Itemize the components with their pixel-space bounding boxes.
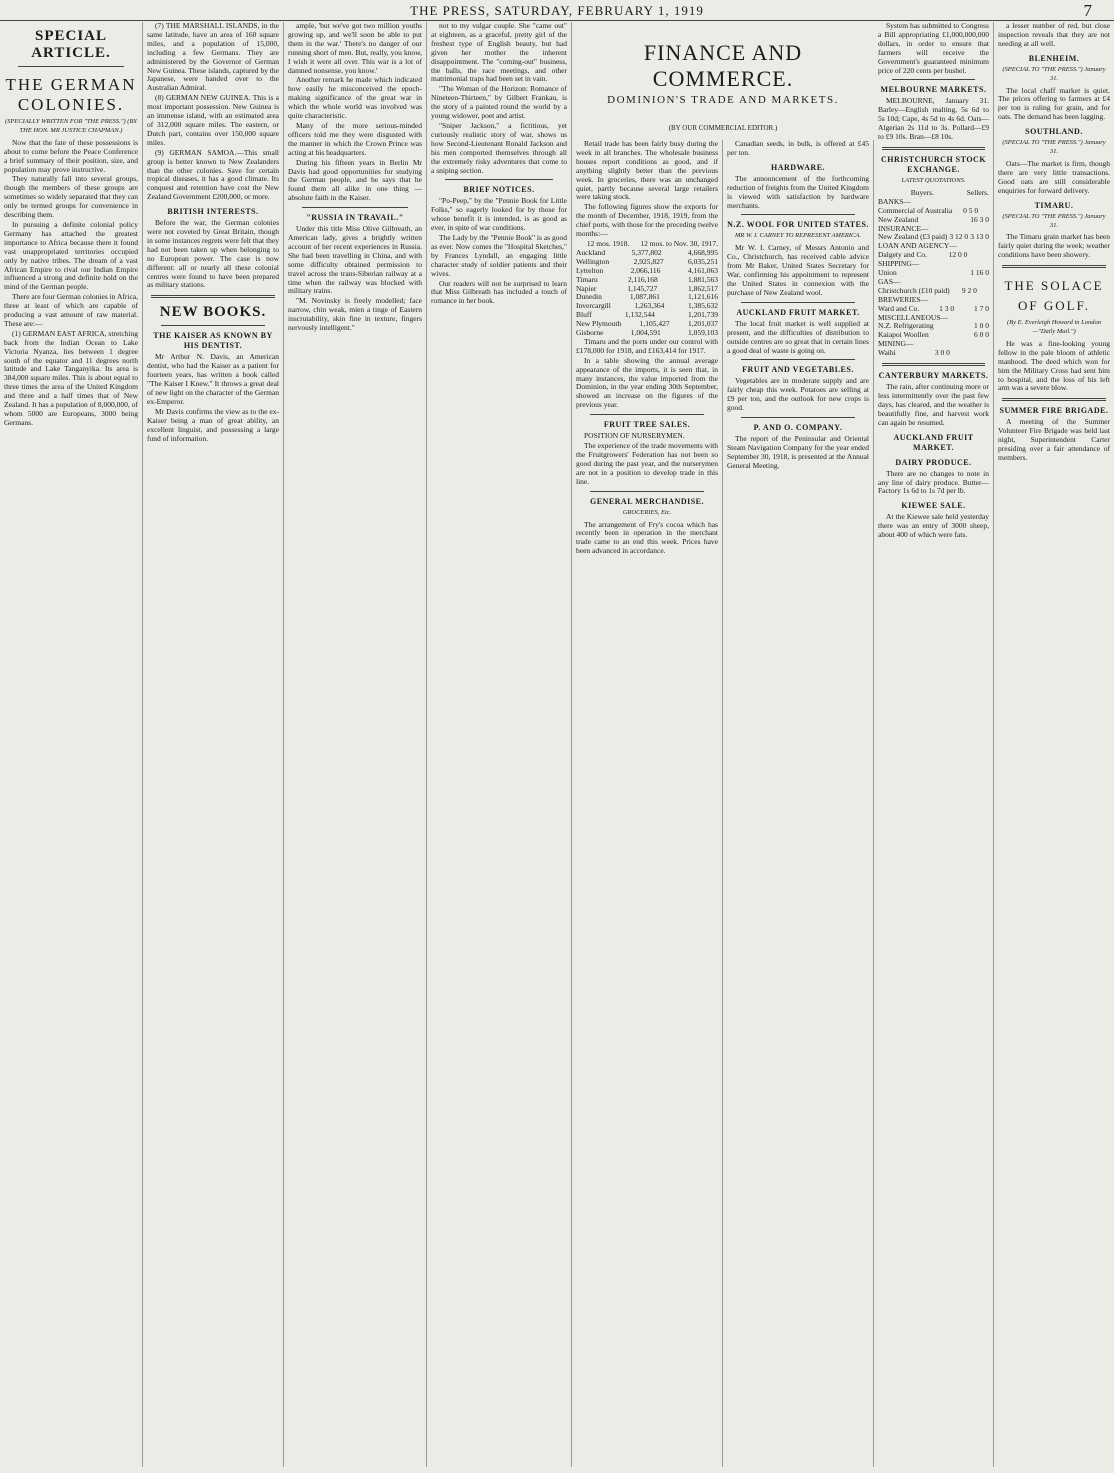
table-cell: 1,385,632 [687,301,718,311]
paragraph: System has submitted to Congress a Bill appropriating £1,000,000,000 dollars, in order to ensure that farmers will receive the Government's guaranteed minimum price of 220 cents per bushel. [878,22,989,75]
column-8 [994,22,1114,1467]
subheading: DAIRY PRODUCE. [895,457,972,467]
table-cell: Kaiapoi Woollen [878,330,929,340]
table-cell: 6 0 0 [974,330,989,340]
column-2 [143,22,284,1467]
paragraph: Vegetables are in moderate supply and are fairly cheap this week. Potatoes are selling at £9 per ton, and the outlook for new crops is good. [727,376,869,413]
table-cell: 1,059,103 [688,328,718,338]
export-table [576,249,718,338]
table-cell: 1,201,037 [688,319,718,329]
sub-subheading: GROCERIES, Etc. [622,508,672,516]
paragraph: In a table showing the annual average appearance of the imports, it is seen that, in many instances, the value imported from the Dominion, in the year ending 30th September, showed an increase on the figures of the previous year. [576,355,718,410]
subheading: GENERAL MERCHANDISE. [589,496,704,506]
table-cell: 4,161,063 [687,265,718,275]
table-cell: 12 0 0 [948,250,968,260]
paragraph: The experience of the trade movements with the Fruitgrowers' Federation has not been so good during the past year, and the nurserymen are not in a position to develop trade in this line. [576,441,718,486]
column-5 [572,140,723,1467]
table-cell: BREWERIES— [878,294,928,304]
table-cell: Union [878,268,897,278]
paragraph: Under this title Miss Olive Gilbreath, an American lady, gives a brightly written account of her recent experiences in Russia. She had been travelling in China, and with some difficulty obtained permission to travel across the trans-Siberian railway at a time when the railway was blocked with military trains. [288,224,422,296]
subheading: FRUIT AND VEGETABLES. [742,365,854,375]
paragraph: They naturally fall into several groups, though the members of these groups are sometimes so widely separated that they can only be termed groups for convenience in describing them. [4,174,138,220]
paragraph: The rain, after continuing more or less intermittently over the past few days, has cleared, and the weather is beautifully fine, and harvest work can again be resumed. [878,382,989,427]
divider [302,207,408,208]
table-cell: Auckland [576,247,606,257]
paragraph: Timaru and the ports under our control with £178,000 for 1918, and £163,414 for 1917. [576,336,718,355]
paragraph: He was a fine-looking young fellow in the pale bloom of athletic manhood. The deed which won for him the Military Cross had sent him to hospital, and the loss of his left arm was a severe blow. [998,338,1110,393]
sub-subheading: (SPECIAL TO "THE PRESS.") January 31. [1002,65,1106,82]
table-cell: 1,862,517 [688,283,718,293]
table-cell: LOAN AND AGENCY— [878,241,957,251]
paragraph: MELBOURNE, January 31. Barley—English malting, 5s 6d to 5s 10d; Cape, 4s 5d to 4s 6d. Oats—Algerian 2s 11d to 3s. Pollard—£9 to £9 10s. Bran—£8 10s. [878,96,989,142]
book-title: THE KAISER AS KNOWN BY HIS DENTIST. [153,331,273,351]
table-cell: 16 3 0 [970,214,989,224]
table-cell: GAS— [878,276,901,286]
table-cell: New Plymouth [576,319,622,329]
table-cell: 1 3 0 [939,303,955,313]
subheading: CHRISTCHURCH STOCK EXCHANGE. [880,154,987,174]
table-cell: MINING— [878,339,914,349]
paragraph: The report of the Peninsular and Oriental Steam Navigation Company for the year ended September 30, 1918, is presented at the Annual General Meeting. [727,434,869,470]
article-title: THE SOLACE OF GOLF. [1004,278,1104,314]
paragraph: The following figures show the exports for the month of December, 1918, 1919, from the chief ports, with those for the preceding twelve months:— [576,202,718,239]
divider [590,414,704,415]
table-cell: 1,881,563 [687,274,718,284]
table-cell: 1 16 0 [970,268,989,278]
paragraph: ample, 'but we've got two million youths growing up, and we'll soon be able to put them in the war.' There's no danger of our running short of men. But, really, you know, I wish it were all over. This war is a lot of damned nonsense, you know.' [288,22,422,75]
paragraph: Mr W. I. Carney, of Messrs Antonio and Co., Christchurch, has received cable advice from Mr Baker, United States Secretary for War, confirming his appointment to represent the United States in connexion with the purchase of New Zealand wool. [727,243,869,297]
paragraph: (1) GERMAN EAST AFRICA, stretching back from the Indian Ocean to Lake Victoria Nyanza, lies between 1 degree south of the equator and 11 degrees north latitude and Lake Tanganyika. Its area is 384,000 square miles. This is about equal to three times the area of the United Kingdom and three and a half times that of New Zealand. It has a population of 8,000,000, of whom 5000 are Europeans, 3000 being Germans. [4,328,138,427]
paragraph: Another remark he made which indicated how easily he misconceived the epoch-making significance of the great war in which the whole world was involved was quite characteristic. [288,75,422,121]
paragraph: Mr Davis confirms the view as to the ex-Kaiser being a man of great ability, an excellent linguist, and possessing a large fund of information. [147,406,279,443]
paragraph: Many of the more serious-minded officers told me they were disgusted with the manner in which the Crown Prince was acting at his headquarters. [288,120,422,157]
subheading: AUCKLAND FRUIT MARKET. [736,307,860,317]
table-cell: Commercial of Australia [878,205,953,215]
table-cell: 1,263,364 [634,301,665,311]
byline: (SPECIALLY WRITTEN FOR "THE PRESS.") (BY THE HON. MR JUSTICE CHAPMAN.) [4,118,138,134]
table-cell: New Zealand [878,214,919,224]
table-cell: 2,925,827 [633,256,664,266]
paragraph: There are no changes to note in any line of dairy produce. Butter—Factory 1s 6d to 1s 7d per lb. [878,468,989,496]
divider [1002,398,1106,401]
paragraph: Canadian seeds, in bulk, is offered at £45 per ton. [727,140,869,157]
paragraph: Retail trade has been fairly busy during the week in all branches. The wholesale business houses report conditions as good, and if anything slightly better than the previous week. In groceries, there was an unchanged quiet, partly because several large retailers were taking stock. [576,140,718,202]
finance-byline: (BY OUR COMMERCIAL EDITOR.) [668,124,778,132]
subheading: AUCKLAND FRUIT MARKET. [893,432,974,452]
table-cell: Lyttelton [576,265,604,275]
subheading: HARDWARE. [770,162,826,172]
table-cell: Dunedin [576,292,602,302]
sub-subheading: (SPECIAL TO "THE PRESS.") January 31. [1002,212,1106,229]
divider [161,325,265,326]
table-cell: 3 0 0 [934,348,950,358]
divider [882,147,985,150]
section-heading: NEW BOOKS. [159,304,267,321]
paragraph: (9) GERMAN SAMOA.—This small group is better known to New Zealanders than the other colonies. Save for certain tropical diseases, it has a good climate. Its conquest and retention have cost the New Zealand Government £200,000, or more. [147,147,279,202]
stock-table [878,198,989,358]
column-3 [284,22,427,1467]
column-7 [874,22,994,1467]
table-cell: Dalgety and Co. [878,250,927,260]
paragraph: The Lady by the "Pennie Book" is as good as ever. Now comes the "Hospital Sketches," by Frances Lyndall, an engaging little character study of soldier patients and their wives. [431,233,567,278]
column-4 [427,22,572,1467]
paragraph: Now that the fate of these possessions is about to come before the Peace Conference a brief summary of their position, size, and population may prove instructive. [4,137,138,174]
divider [741,359,855,360]
subheading: N.Z. WOOL FOR UNITED STATES. [727,220,869,230]
paragraph: The announcement of the forthcoming reduction of freights from the United Kingdom is viewed with satisfaction by hardware merchants. [727,173,869,210]
byline: (By E. Everleigh Howard in London—"Daily Mail.") [1007,319,1101,336]
table-cell: 1,132,544 [624,310,655,320]
subheading: BLENHEIM. [1028,53,1080,63]
table-row [878,349,989,358]
subheading: FRUIT TREE SALES. [603,420,691,430]
table-cell: 2,116,168 [628,274,658,284]
table-cell: Ward and Co. [878,303,920,313]
paragraph: The local fruit market is well supplied at present, and the difficulties of distribution to outside centres are so great that in certain lines a good deal of waste is going on. [727,318,869,355]
paragraph: There are four German colonies in Africa, three at least of which are capable of producing a vast amount of raw material. These are:— [4,292,138,328]
divider [445,179,553,180]
sub-subheading: MR W. I. CARNEY TO REPRESENT AMERICA. [735,232,861,240]
paragraph: (8) GERMAN NEW GUINEA. This is a most important possession. New Guinea is an immense island, with an estimated area of 312,000 square miles. The eastern, or Dutch part, contains over 150,000 square miles. [147,93,279,147]
table-cell: Napier [576,283,597,293]
table-cell: Christchurch (£10 paid) [878,285,950,295]
paragraph: During his fifteen years in Berlin Mr Davis had good opportunities for studying the German people, and he says that he found them all alike in one thing — absolute faith in the Kaiser. [288,157,422,203]
paragraph: The arrangement of Fry's cocoa which has recently been in operation in the merchant trade came to an end this week. Prices have been advanced in accordance. [576,519,718,556]
table-cell: 1,004,591 [630,328,661,338]
paragraph: POSITION OF NURSERYMEN. [584,431,685,441]
paragraph: Before the war, the German colonies were not coveted by Great Britain, though in some instances regrets were felt that they had not been taken up when belonging to no European power. The case is now different: all or nearly all these colonial centres were found to have been prepared as military stations. [147,218,279,290]
table-cell: 1 7 0 [973,303,989,313]
divider [590,491,704,492]
table-cell: MISCELLANEOUS— [878,312,949,322]
table-cell: SHIPPING— [878,259,920,269]
subheading: CANTERBURY MARKETS. [878,371,989,381]
table-cell: Invercargill [576,301,611,311]
paragraph: "M. Novinsky is freely modelled; face narrow, chin weak, mien a tinge of Eastern inscrutability, skin fine in texture, fingers nervously intelligent." [288,296,422,333]
table-cell: N.Z. Refrigerating [878,321,934,331]
masthead [0,0,1114,21]
subheading: SUMMER FIRE BRIGADE. [999,406,1109,416]
sub-subheading: (SPECIAL TO "THE PRESS.") January 31. [1002,139,1106,156]
table-cell: 1,087,861 [629,292,660,302]
table-cell: Timaru [576,274,598,284]
divider [882,363,985,366]
table-cell: Wellington [576,256,610,266]
table-cell: 6,035,251 [688,256,718,266]
table-cell: 5,377,802 [631,247,662,257]
paragraph: At the Kiewee sale held yesterday there was an entry of 3000 sheep, about 400 of which were fats. [878,512,989,540]
paragraph: Mr Arthur N. Davis, an American dentist, who had the Kaiser as a patient for fourteen years, has written a book called "The Kaiser I Knew." It throws a great deal of new light on the character of the German ex-Emperor. [147,352,279,406]
table-cell: Bluff [576,310,592,320]
column-1 [0,22,143,1467]
divider [741,214,855,215]
paragraph: "Po-Peep," by the "Pennie Book for Little Folks," so eagerly looked for by those for whose benefit it is intended, is as good as ever, in spite of war conditions. [431,196,567,233]
section-heading: SPECIAL ARTICLE. [31,28,111,61]
paragraph: A meeting of the Summer Volunteer Fire Brigade was held last night, Superintendent Carter presiding over a fair attendance of members. [998,417,1110,462]
subheading: BRIEF NOTICES. [463,185,535,195]
table-cell: 1,105,427 [639,319,670,329]
paragraph: Oats—The market is firm, though there are very little transactions. Good oats are still considerable enquiries for forward delivery. [998,158,1110,195]
page-number: 7 [1083,1,1092,20]
export-table-header: 12 mos. 1918. 12 mos. to Nov. 30, 1917. [586,238,718,248]
finance-subtitle: DOMINION'S TRADE AND MARKETS. [607,94,839,106]
paragraph: not to my vulgar couple. She "came out" at eighteen, as a graceful, pretty girl of the freshest type of English beauty, but had given her mother the inherent disappointment. The "coming-out" business, the balls, the race meetings, and other matrimonial traps had been set in vain. [431,22,567,84]
divider [1002,265,1106,268]
table-cell: New Zealand (£3 paid) [878,232,948,242]
article-title: THE GERMAN COLONIES. [5,75,137,114]
subheading: P. AND O. COMPANY. [753,423,843,433]
table-cell: 9 2 0 [961,285,977,295]
paragraph: The Timaru grain market has been fairly quiet during the week; weather conditions have been showery. [998,232,1110,260]
table-cell: INSURANCE— [878,223,929,233]
table-cell: 1,121,616 [688,292,718,302]
table-cell: 2,066,116 [630,265,661,275]
subheading: "RUSSIA IN TRAVAIL." [306,213,404,223]
paragraph: Our readers will not be surprised to learn that Miss Gilbreath has included a touch of romance in her book. [431,278,567,306]
subheading: BRITISH INTERESTS. [167,207,259,217]
column-6 [723,140,874,1467]
paragraph: "Sniper Jackson," a fictitious, yet curiously realistic story of war, shows us how Second-Lieutenant Ronald Jackson and his men comported themselves through all the extremely risky adventures that come to a sniping section. [431,120,567,175]
subheading: MELBOURNE MARKETS. [880,85,987,95]
finance-title: FINANCE AND COMMERCE. [643,40,803,91]
subheading: SOUTHLAND. [1025,127,1083,137]
table-cell: Gisborne [576,328,604,338]
table-cell: 3 12 0 [949,232,969,242]
table-cell: 1,201,739 [687,310,718,320]
paragraph: (7) THE MARSHALL ISLANDS, in the same latitude, have an area of 160 square miles, and a population of 15,000, including a few Germans. They are administered by the Governor of German New Guinea. These islands, captured by the Japanese, were handed over to the Australian Admiral. [147,22,279,93]
table-cell: 0 5 0 [963,205,979,215]
table-cell: 4,668,995 [687,247,718,257]
paragraph: The local chaff market is quiet. The prices offering to farmers at £4 per ton is ruling for grain, and for oats. The demand has been lagging. [998,85,1110,122]
subheading: KIEWEE SALE. [901,501,966,511]
paragraph: "The Woman of the Horizon: Romance of Nineteen-Thirteen," by Gilbert Frankau, is the story of a painted round the world by a young widower, poet and artist. [431,84,567,121]
divider [151,295,275,298]
table-cell: Waihi [878,348,896,358]
subheading: TIMARU. [1034,200,1074,210]
divider [892,79,975,80]
table-cell: 1 0 0 [973,321,989,331]
divider [741,417,855,418]
paragraph: a lesser number of red, but close inspection reveals that they are not needing at all well. [998,22,1110,48]
table-cell: 1,145,727 [627,283,658,293]
table-cell: 3 13 0 [970,232,989,242]
sub-subheading: LATEST QUOTATIONS. [901,176,966,184]
paragraph: In pursuing a definite colonial policy Germany has attached the greatest importance to Africa because there it found vast unappropriated territories occupied only by native tribes. The dream of a vast African Empire to rival our Indian Empire influenced a strong and definite hold on the mind of the German people. [4,219,138,292]
divider [741,302,855,303]
table-cell: BANKS— [878,196,911,206]
stock-table-header: Buyers. Sellers. [910,187,989,197]
divider [18,66,124,67]
date-line: THE PRESS, SATURDAY, FEBRUARY 1, 1919 [410,3,704,18]
